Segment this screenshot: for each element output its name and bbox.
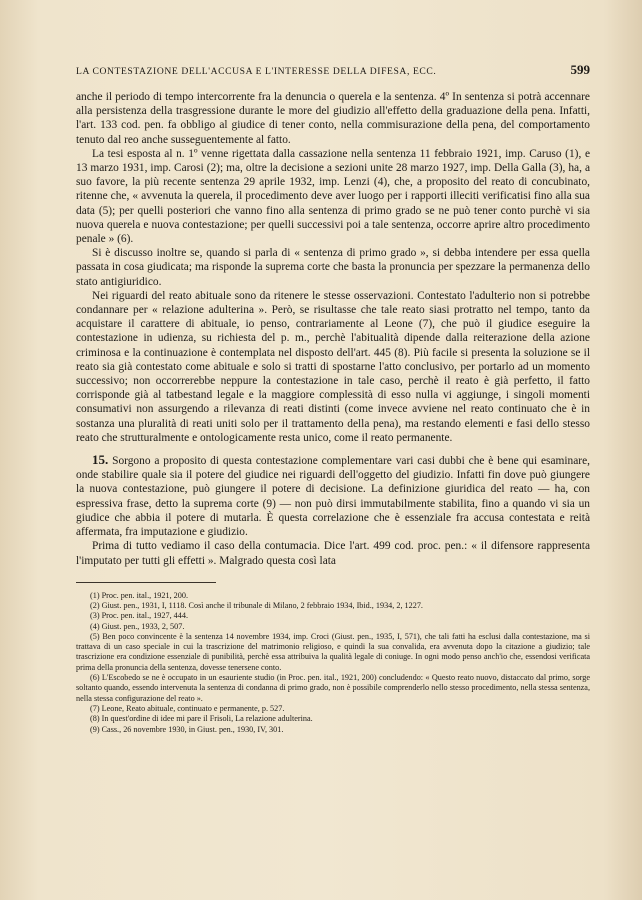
footnote: (9) Cass., 26 novembre 1930, in Giust. pen., 1930, IV, 301. [90,724,284,734]
paragraph: Prima di tutto vediamo il caso della contumacia. Dice l'art. 499 cod. proc. pen.: « il difensore rappresenta l'imputato per tutti gli effetti ». Malgrado questa così lata [76,540,590,567]
footnote-rule [76,582,216,583]
footnote: (8) In quest'ordine di idee mi pare il Frisoli, La relazione adulterina. [90,714,313,724]
page-number: 599 [570,62,590,77]
body-text [76,90,590,568]
paragraph: Nei riguardi del reato abituale sono da ritenere le stesse osservazioni. Contestato l'adulterio non si potrebbe condannare per « relazione adulterina ». Però, se risultasse che tale reato siasi protratto nel tempo, tanto da acquistare il carattere di abituale, io penso, contrariamente al Leone (7), che può il giudice eseguire la contestazione in udienza, su richiesta del p. m., perchè l'abitualità dipende dalla reiterazione della azione criminosa e la continuazione è contemplata nel disposto dell'art. 445 (8). Più facile si presenta la soluzione se il reato sia già contestato come abituale e solo si tratti di spostarne l'atto conclusivo, per portarlo ad un momento successivo; non occorrerebbe neppure la contestazione in tale caso, perchè il reato è già perfetto, il fatto corrisponde già al tatbestand legale e la maggiore complessità di esso nulla vi aggiunge, i singoli momenti consumativi non assurgendo a rilevanza di reati distinti (come invece avviene nel reato continuato che è in sostanza una pluralità di reati uniti solo per il trattamento della pena), ma restando elementi e fasi dello stesso reato che strutturalmente e ontologicamente resta unico, come il reato permanente. [76,289,590,444]
paragraph: anche il periodo di tempo intercorrente fra la denuncia o querela e la sentenza. 4º In sentenza si potrà accennare alla persistenza della trasgressione durante le more del giudizio all'effetto della graduazione della pena. Infatti, l'art. 133 cod. pen. fa obbligo al giudice di tener conto, nella commisurazione della pena, del comportamento tenuto dal reo anche susseguentemente al fatto. [76,91,590,146]
paragraph: Si è discusso inoltre se, quando si parla di « sentenza di primo grado », si debba intendere per essa quella passata in cosa giudicata; ma risponde la suprema corte che basta la pronuncia per spezzare la permanenza dello stato antigiuridico. [76,247,590,288]
footnote: (4) Giust. pen., 1933, 2, 507. [90,621,185,631]
footnote: (7) Leone, Reato abituale, continuato e permanente, p. 527. [90,703,285,713]
footnotes [76,591,590,735]
footnote: (3) Proc. pen. ital., 1927, 444. [90,611,189,621]
running-title: LA CONTESTAZIONE DELL'ACCUSA E L'INTERESSE DELLA DIFESA, ECC. [76,66,437,77]
running-header [76,62,590,78]
footnote: (1) Proc. pen. ital., 1921, 200. [90,590,189,600]
section-text: Sorgono a proposito di questa contestazione complementare vari casi dubbi che è bene qui esaminare, onde stabilire quale sia il potere del giudice nei riguardi dell'oggetto del giudizio. Infatti fin dove può giungere la nuova contestazione, può giungere il potere di decisione. La definizione giuridica del reato — ha, con espressiva frase, detto la suprema corte (9) — non può dirsi immutabilmente stabilita, fino a quando vi sia un giudice che abbia il potere di mutarla. È questa correlazione che è essenziale fra accusa contestata e reità affermata, fra imputazione e giudizio. [76,455,590,539]
paragraph: La tesi esposta al n. 1º venne rigettata dalla cassazione nella sentenza 11 febbraio 1921, imp. Caruso (1), e 13 marzo 1931, imp. Carosi (2); ma, oltre la decisione a sezioni unite 28 marzo 1927, imp. Della Galla (3), ha, a suo favore, la più recente sentenza 29 aprile 1932, imp. Lenzi (4), che, a proposito del reato di concubinato, ritenne che, « avvenuta la querela, il procedimento deve aver luogo per i rapporti illeciti verificatisi fino alla sua data (5); per quelli posteriori che vanno fino alla sentenza di primo grado se ne può tener conto purchè vi sia nuova querela e nuova contestazione; per quelli successivi poi a tale sentenza, occorre aprire altro procedimento penale » (6). [76,147,590,246]
footnote: (6) L'Escobedo se ne è occupato in un esauriente studio (in Proc. pen. ital., 1921, 200) concludendo: « Questo reato nuovo, distaccato dal primo, sorge soltanto quando, essendo intervenuta la sentenza di condanna di primo grado, non è possibile comprenderlo nello stesso procedimento, nella stessa sentenza, nella stessa configurazione del reato ». [76,673,590,703]
section-number: 15. [92,452,109,468]
footnote: (2) Giust. pen., 1931, I, 1118. Così anche il tribunale di Milano, 2 febbraio 1934, Ibid., 1934, 2, 1227. [90,601,423,610]
footnote: (5) Ben poco convincente è la sentenza 14 novembre 1934, imp. Croci (Giust. pen., 1935, I, 571), che tali fatti ha esclusi dalla contestazione, ma si trattava di un caso speciale in cui la trascrizione del matrimonio religioso, e quindi la sua convalida, era avvenuta dopo la citazione a giudizio; tale trascrizione era condizione essenziale di punibilità, perchè essa attribuiva la qualità legale di coniuge. In ogni modo penso anch'io che, essendosi verificata prima della pronuncia della sentenza, dovesse tenersene conto. [76,631,590,672]
section-15-paragraph [76,453,590,539]
